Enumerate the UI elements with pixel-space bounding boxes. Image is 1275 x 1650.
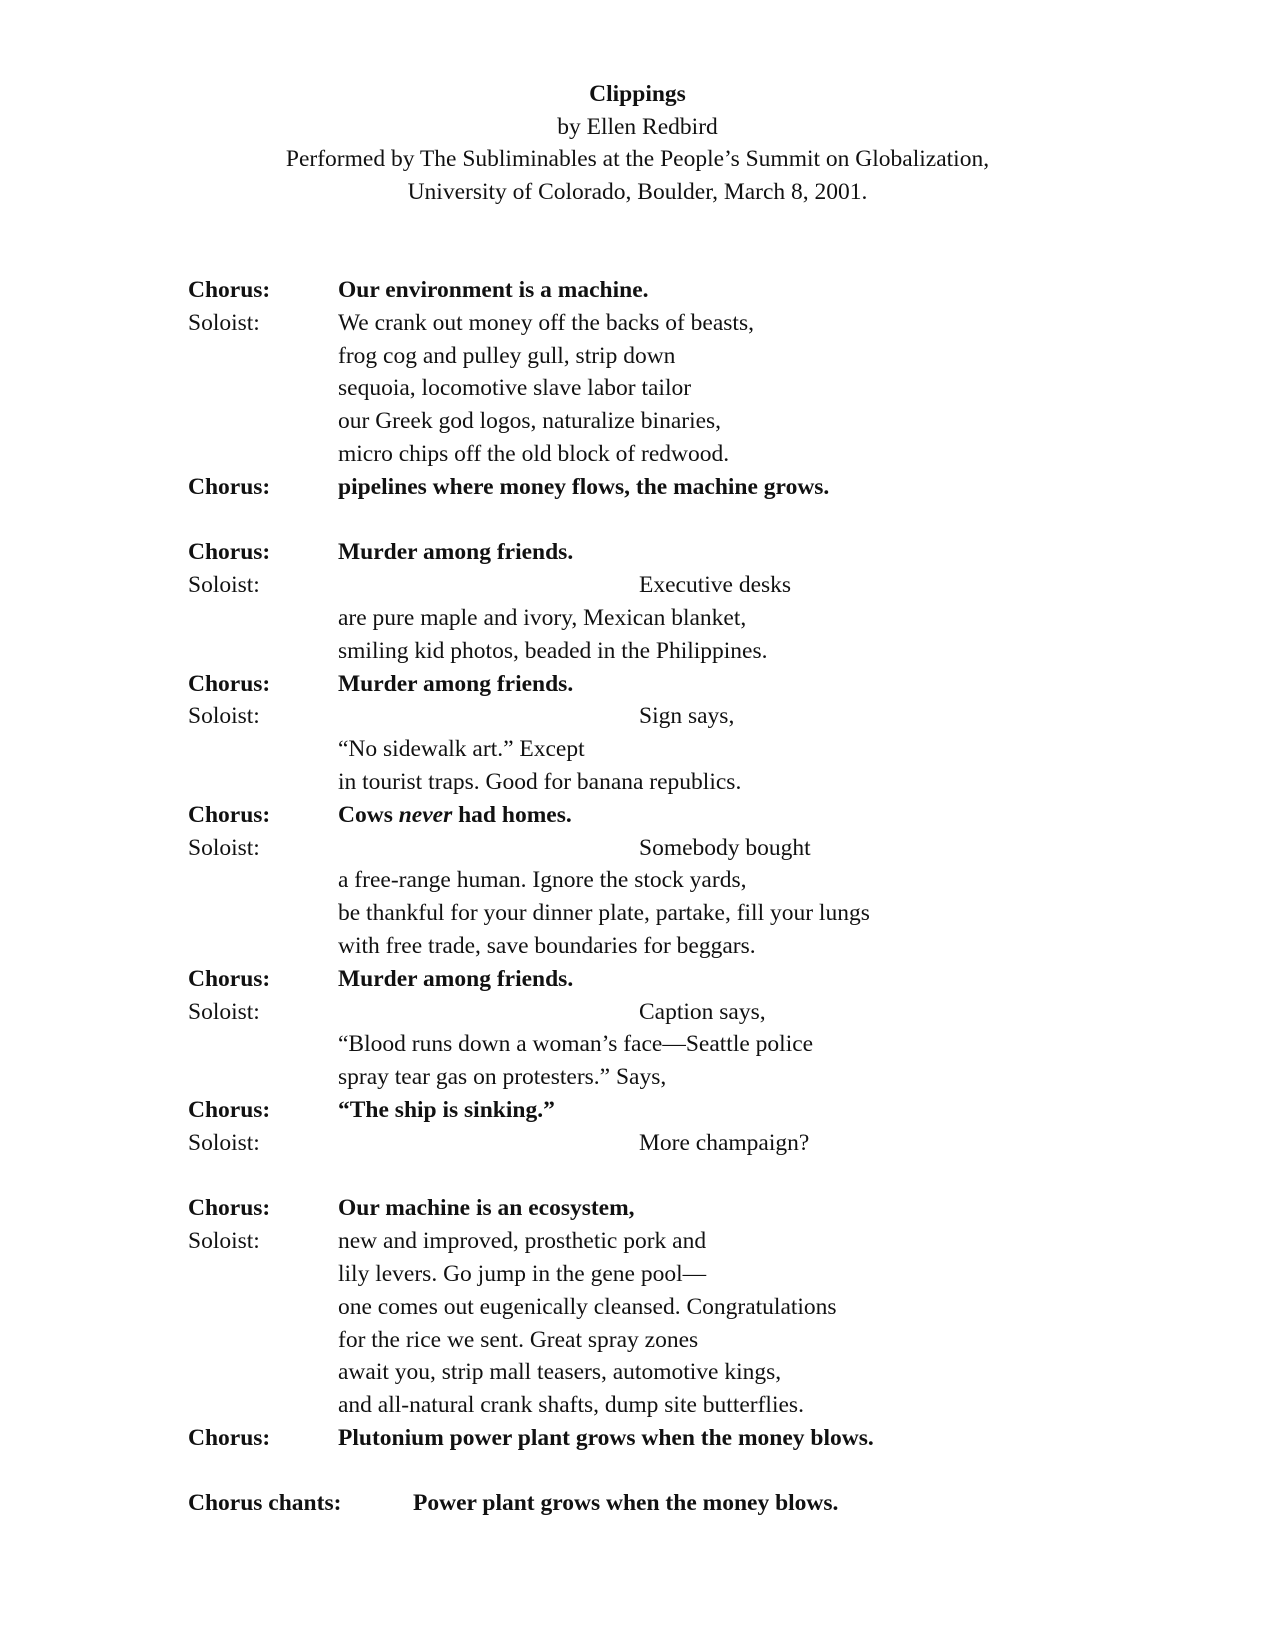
line-text: micro chips off the old block of redwood. <box>338 440 730 467</box>
poem-byline: by Ellen Redbird <box>557 113 718 140</box>
speaker-label: Soloist: <box>188 1129 260 1156</box>
line-text: Caption says, <box>639 998 766 1025</box>
speaker-label: Chorus: <box>188 1424 271 1451</box>
performance-line-1: Performed by The Subliminables at the People’s Summit on Globalization, <box>285 146 990 172</box>
line-text: our Greek god logos, naturalize binaries, <box>338 408 722 435</box>
speaker-label: Soloist: <box>188 572 260 599</box>
speaker-label: Chorus: <box>188 473 271 500</box>
line-fragment: Cows <box>338 801 399 828</box>
line-text: sequoia, locomotive slave labor tailor <box>338 375 692 402</box>
line-text: Murder among friends. <box>338 670 574 697</box>
speaker-label: Chorus: <box>188 801 271 828</box>
line-text: for the rice we sent. Great spray zones <box>338 1326 699 1353</box>
line-text: with free trade, save boundaries for beggars. <box>338 932 756 959</box>
line-text: Murder among friends. <box>338 539 574 566</box>
line-text: “The ship is sinking.” <box>338 1096 555 1123</box>
line-fragment: had homes. <box>452 801 572 828</box>
line-text: More champaign? <box>639 1129 810 1156</box>
line-text: a free-range human. Ignore the stock yards, <box>338 867 747 894</box>
line-text: We crank out money off the backs of beasts, <box>338 309 754 336</box>
speaker-label: Soloist: <box>188 834 260 861</box>
line-text: one comes out eugenically cleansed. Congratulations <box>338 1293 837 1320</box>
line-text <box>338 799 572 832</box>
line-text: Sign says, <box>639 703 735 730</box>
line-text: Our machine is an ecosystem, <box>338 1195 635 1222</box>
line-text: Our environment is a machine. <box>338 277 649 303</box>
speaker-label: Soloist: <box>188 1228 260 1255</box>
line-text: await you, strip mall teasers, automotive kings, <box>338 1359 782 1386</box>
speaker-label: Chorus: <box>188 670 271 697</box>
line-text: be thankful for your dinner plate, partake, fill your lungs <box>338 900 870 927</box>
line-text: frog cog and pulley gull, strip down <box>338 342 676 369</box>
line-text: “Blood runs down a woman’s face—Seattle police <box>338 1031 814 1058</box>
line-text: pipelines where money flows, the machine grows. <box>338 473 830 500</box>
emphasis-word: never <box>398 801 453 828</box>
line-text: “No sidewalk art.” Except <box>338 736 585 763</box>
speaker-label: Chorus: <box>188 277 271 303</box>
line-text: Murder among friends. <box>338 965 574 992</box>
performance-line-2: University of Colorado, Boulder, March 8, 2001. <box>407 178 868 205</box>
line-text: smiling kid photos, beaded in the Philippines. <box>338 637 768 664</box>
poem-header <box>0 78 1275 208</box>
line-text: lily levers. Go jump in the gene pool— <box>338 1260 707 1287</box>
poem-title: Clippings <box>589 81 686 107</box>
speaker-label: Chorus: <box>188 1096 271 1123</box>
speaker-label: Chorus: <box>188 539 271 566</box>
line-text: Plutonium power plant grows when the money blows. <box>338 1424 874 1451</box>
speaker-label: Chorus chants: <box>188 1490 342 1517</box>
line-text: spray tear gas on protesters.” Says, <box>338 1064 667 1091</box>
line-text: in tourist traps. Good for banana republics. <box>338 768 742 795</box>
line-text: and all-natural crank shafts, dump site butterflies. <box>338 1392 804 1419</box>
chant-text: Power plant grows when the money blows. <box>413 1490 839 1517</box>
speaker-label: Chorus: <box>188 965 271 992</box>
speaker-label: Soloist: <box>188 309 260 336</box>
line-text: Executive desks <box>639 572 792 599</box>
speaker-label: Soloist: <box>188 703 260 730</box>
speaker-label: Chorus: <box>188 1195 271 1222</box>
speaker-label: Soloist: <box>188 998 260 1025</box>
line-text: new and improved, prosthetic pork and <box>338 1228 707 1255</box>
line-text: are pure maple and ivory, Mexican blanket, <box>338 604 747 631</box>
line-text: Somebody bought <box>639 834 811 861</box>
